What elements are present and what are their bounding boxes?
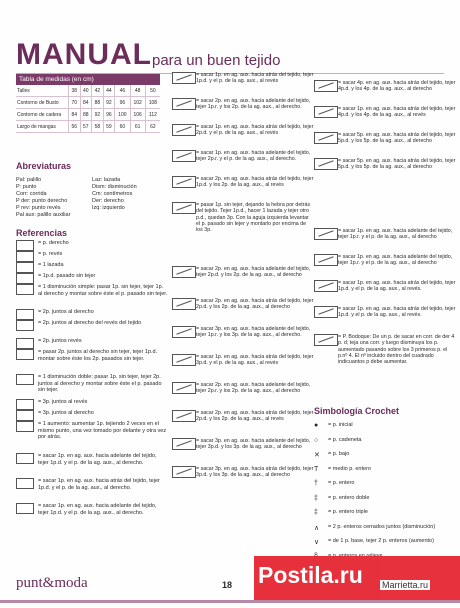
crochet-symbol-icon: † bbox=[314, 480, 318, 487]
crochet-symbol-icon: ○ bbox=[314, 436, 319, 444]
stitch-symbol-icon bbox=[16, 399, 34, 410]
cable-symbol-description: = pasar 1p. sin tejer, dejando la hebra por detrás del tejido. Tejer 1p.d., hacer 1 lazada y tejer otro p.d., quedan 3p. Con la aguja izquierda levantar el p. pasado sin tejer y montarlo por encima de los 3p. bbox=[196, 202, 311, 234]
cable-symbol-description: = sacar 2p. en ag. aux. hacia atrás del tejido, tejer 2p.d. y los 2p. de la ag. aux., al derecho bbox=[196, 298, 314, 311]
size-table-cell: 62 bbox=[145, 121, 160, 133]
cable-symbol-icon bbox=[314, 158, 338, 170]
cable-symbol-description: = sacar 4p. en ag. aux. hacia atrás del tejido, tejer 4p.d. y los 4p. de la ag. aux., al derecho bbox=[338, 80, 456, 93]
reference-item: = 2p. juntos revés bbox=[38, 338, 82, 344]
abbreviation-item: P: punto bbox=[16, 184, 37, 190]
cable-symbol-description: = sacar 5p. en ag. aux. hacia atrás del tejido, tejer 5p.d. y los 5p. de la ag. aux., al derecho bbox=[338, 158, 456, 171]
stitch-symbol-icon bbox=[16, 453, 34, 464]
size-table-cell: 44 bbox=[103, 85, 115, 97]
size-table-row bbox=[16, 97, 160, 109]
cable-symbol-icon bbox=[314, 106, 338, 118]
size-table-cell: 92 bbox=[103, 97, 115, 109]
crochet-symbol-icon: ∧ bbox=[314, 524, 320, 532]
size-table-cell: 84 bbox=[80, 97, 92, 109]
size-table-cell: 50 bbox=[145, 85, 160, 97]
stitch-symbol-icon bbox=[16, 309, 34, 320]
size-table-row bbox=[16, 109, 160, 121]
footer-divider bbox=[0, 600, 460, 603]
size-table-cell: 70 bbox=[69, 97, 81, 109]
reference-item: = sacar 1p. en ag. aux. hacia atrás del tejido, tejer 1p.d. y el p. de la ag. aux., al derecho. bbox=[38, 478, 160, 491]
size-table-cell: 60 bbox=[115, 121, 130, 133]
references-heading: Referencias bbox=[16, 228, 68, 238]
stitch-symbol-icon bbox=[16, 421, 34, 432]
size-table-cell: 92 bbox=[92, 109, 104, 121]
size-table-cell: 106 bbox=[130, 109, 145, 121]
abbreviation-item: P der: punto derecho bbox=[16, 198, 68, 204]
size-table-row-label: Contorno de Busto bbox=[16, 97, 69, 109]
cable-symbol-icon bbox=[314, 334, 338, 346]
cable-symbol-description: = sacar 2p. en ag. aux. hacia atrás del tejido, tejer 1p.d. y los 2p. de la ag. aux., al revés bbox=[196, 176, 314, 189]
watermark-banner bbox=[254, 556, 460, 602]
cable-symbol-description: = sacar 1p. en ag. aux. hacia atrás del tejido, tejer 3p.d. y el p. de la ag. aux., al revés bbox=[196, 354, 314, 367]
size-table-cell: 102 bbox=[130, 97, 145, 109]
abbreviations-left bbox=[16, 177, 70, 219]
stitch-symbol-icon bbox=[16, 349, 34, 360]
abbreviation-item: Corr: corrida bbox=[16, 191, 47, 197]
stitch-symbol-icon bbox=[16, 262, 34, 273]
cable-symbol-icon bbox=[172, 124, 196, 136]
cable-symbol-icon bbox=[314, 80, 338, 92]
crochet-item: = p. inicial bbox=[328, 422, 353, 428]
size-table-cell: 38 bbox=[69, 85, 81, 97]
size-table bbox=[16, 74, 160, 133]
cable-symbol-description: = sacar 2p. en ag. aux. hacia atrás del tejido, tejer 2p.d. y los 2p. de la ag. aux., al revés bbox=[196, 410, 314, 423]
size-table-row-label: Contorno de cadera bbox=[16, 109, 69, 121]
stitch-symbol-icon bbox=[16, 410, 34, 421]
size-table-cell: 57 bbox=[80, 121, 92, 133]
abbreviation-item: Dism: disminución bbox=[92, 184, 137, 190]
cable-symbol-description: = sacar 5p. en ag. aux. hacia atrás del tejido, tejer 5p.d. y los 5p. de la ag. aux., al derecho bbox=[338, 132, 456, 145]
size-table-cell: 108 bbox=[145, 97, 160, 109]
cable-symbol-icon bbox=[172, 72, 196, 84]
reference-item: = 3p. juntos al revés bbox=[38, 399, 88, 405]
size-table-cell: 58 bbox=[92, 121, 104, 133]
crochet-section bbox=[314, 406, 446, 546]
reference-item: = p. derecho bbox=[38, 240, 69, 246]
abbreviation-item: Laz: lazada bbox=[92, 177, 121, 183]
crochet-symbol-icon: ✕ bbox=[314, 452, 320, 459]
cable-symbol-description: = sacar 1p. en ag. aux. hacia atrás del tejido, tejer 2p.d. y el p. de la ag. aux., al revés bbox=[196, 124, 314, 137]
reference-item: = 1p.d. pasado sin tejer bbox=[38, 273, 96, 279]
size-table-row bbox=[16, 85, 160, 97]
size-table-cell: 48 bbox=[130, 85, 145, 97]
cable-symbol-description: = sacar 1p. en ag. aux. hacia atrás del tejido, tejer 4p.d. y los 4p. de la ag. aux., al revés bbox=[338, 106, 456, 119]
stitch-symbol-icon bbox=[16, 503, 34, 514]
stitch-symbol-icon bbox=[16, 240, 34, 251]
crochet-item: = p. entero doble bbox=[328, 494, 370, 501]
cable-symbol-description: = sacar 3p. en ag. aux. hacia adelante del tejido, tejer 1p.r. y los 3p. de la ag. aux., al derecho. bbox=[196, 326, 311, 339]
size-table-row-label: Talles bbox=[16, 85, 69, 97]
abbreviations-heading: Abreviaturas bbox=[16, 161, 72, 171]
crochet-item: = 2 p. enteros cerrados juntos (disminución) bbox=[328, 523, 436, 530]
stitch-symbol-icon bbox=[16, 478, 34, 489]
size-table-row-label: Largo de mangas bbox=[16, 121, 69, 133]
watermark-site: Marrietta.ru bbox=[382, 580, 429, 590]
size-table-cell: 112 bbox=[145, 109, 160, 121]
cable-symbol-icon bbox=[172, 266, 196, 278]
size-table-cell: 46 bbox=[115, 85, 130, 97]
crochet-symbol-icon: ‡ bbox=[314, 509, 318, 516]
size-table-cell: 56 bbox=[69, 121, 81, 133]
abbreviation-item: Pal aux: palillo auxiliar bbox=[16, 212, 71, 218]
crochet-item: = p. entero bbox=[328, 480, 355, 486]
reference-item: = 2p. juntos al derecho del revés del tejido bbox=[38, 320, 142, 326]
reference-item: = 1 lazada bbox=[38, 262, 64, 268]
size-table-cell: 88 bbox=[92, 97, 104, 109]
cable-symbol-icon bbox=[314, 280, 338, 292]
cable-symbol-description: = sacar 1p. en ag. aux. hacia atrás del tejido, tejer 1p.d. y el p. de la ag. aux., al revés bbox=[196, 72, 314, 85]
reference-item: = 1 disminución doble: pasar 1p. sin tejer, tejer 2p. juntos al derecho y montar sobre éste el p. pasado sin tejer. bbox=[38, 374, 162, 393]
cable-symbol-description: = sacar 2p. en ag. aux. hacia adelante del tejido, tejer 1p.r. y los 2p. de la ag. aux., al derecho. bbox=[196, 98, 311, 111]
crochet-heading: Simbología Crochet bbox=[314, 406, 400, 416]
cable-symbol-icon bbox=[314, 132, 338, 144]
crochet-item: = p. cadeneta bbox=[328, 436, 362, 443]
crochet-symbol-icon: ‡ bbox=[314, 494, 318, 502]
page-subtitle: para un buen tejido bbox=[152, 52, 281, 69]
abbreviation-item: Cm: centímetros bbox=[92, 191, 133, 197]
abbreviations-right bbox=[92, 177, 137, 212]
cable-symbol-description: = P. Bodoque: De un p. de sacar en corr. de der 4 p. d; teja una corr. y luego disminuya los p. aumentado pasando sobre los 3 primeros p. el p.nº 4. El nº incluido dentro del cuadrado indicuantos p debe aumentar. bbox=[338, 334, 455, 366]
cable-symbol-icon bbox=[172, 202, 196, 214]
cable-symbol-icon bbox=[172, 150, 196, 162]
size-table-cell: 59 bbox=[103, 121, 115, 133]
cable-symbol-description: = sacar 3p. en ag. aux. hacia adelante del tejido, tejer 3p.d. y los 3p. de la ag. aux., al derecho bbox=[196, 438, 311, 451]
size-table-cell: 84 bbox=[69, 109, 81, 121]
cable-symbol-description: = sacar 3p. en ag. aux. hacia atrás del tejido, tejer 3p.d. y los 3p. de la ag. aux., al derecho bbox=[196, 466, 314, 479]
size-table-cell: 88 bbox=[80, 109, 92, 121]
crochet-item: = medio p. entero bbox=[328, 465, 371, 472]
reference-item: = sacar 1p. en ag. aux. hacia adelante del tejido, tejer 1p.d. y el p. de la ag. aux., al derecho. bbox=[38, 453, 157, 466]
cable-symbol-icon bbox=[172, 326, 196, 338]
abbreviation-item: Der: derecho bbox=[92, 198, 124, 204]
cable-symbol-description: = sacar 1p. en ag. aux. hacia atrás del tejido, tejer 1p.d. y el p. de la ag. aux., al revés. bbox=[338, 280, 456, 293]
size-table-cell: 61 bbox=[130, 121, 145, 133]
cable-symbol-description: = sacar 2p. en ag. aux. hacia adelante del tejido, tejer 2p.d. y los 2p. de la ag. aux., al derecho bbox=[196, 266, 311, 279]
size-table-cell: 96 bbox=[103, 109, 115, 121]
cable-symbol-description: = sacar 1p. en ag. aux. hacia atrás del tejido, tejer 1p.d. y el p. de la ag. aux., al revés. bbox=[338, 306, 456, 319]
size-table-cell: 42 bbox=[92, 85, 104, 97]
cable-symbol-description: = sacar 1p. en ag. aux. hacia adelante del tejido, tejer 2p.r. y el p. de la ag. aux., al derecho. bbox=[196, 150, 311, 163]
stitch-symbol-icon bbox=[16, 273, 34, 284]
stitch-symbol-icon bbox=[16, 284, 34, 295]
crochet-symbol-icon: ● bbox=[314, 422, 319, 429]
stitch-symbol-icon bbox=[16, 251, 34, 262]
cable-symbol-description: = sacar 1p. en ag. aux. hacia adelante del tejido, tejer 1p.r. y el p. de la ag. aux., al derecho bbox=[338, 228, 453, 241]
reference-item: = 1 aumento: aumentar 1p. tejiendo 2 veces en el mismo punto, una vez tomado por delante y otra vez por atrás. bbox=[38, 421, 167, 440]
size-table-cell: 100 bbox=[115, 109, 130, 121]
reference-item: = sacar 1p. en ag. aux. hacia adelante del tejido, tejer 1p.d. y el p. de la ag. aux., al derecho. bbox=[38, 503, 157, 516]
abbreviation-item: Pal: palillo bbox=[16, 177, 42, 183]
crochet-symbol-icon: T bbox=[314, 465, 319, 473]
cable-symbol-icon bbox=[314, 228, 338, 240]
stitch-symbol-icon bbox=[16, 320, 34, 331]
watermark-text: Postila.ru bbox=[258, 562, 363, 588]
cable-symbol-description: = sacar 1p. en ag. aux. hacia adelante del tejido, tejer 1p.r. y el p. de la ag. aux., al derecho bbox=[338, 254, 453, 267]
cable-symbol-icon bbox=[172, 382, 196, 394]
size-table-heading: Tabla de medidas (en cm) bbox=[16, 74, 160, 85]
reference-item: = 2p. juntos al derecho bbox=[38, 309, 94, 315]
reference-item: = 1 disminución simple: pasar 1p. sin tejer, tejer 1p. al derecho y montar sobre éste el p. pasado sin tejer. bbox=[38, 284, 168, 297]
size-table-row bbox=[16, 121, 160, 133]
size-table-cell: 40 bbox=[80, 85, 92, 97]
cable-symbol-icon bbox=[314, 254, 338, 266]
reference-item: = 3p. juntos al derecho bbox=[38, 410, 94, 416]
reference-item: = pasar 2p. juntos al derecho sin tejer, tejer 1p.d. montar sobre éste los 2p. pasados sin tejer. bbox=[38, 349, 158, 362]
size-table-cell: 96 bbox=[115, 97, 130, 109]
cable-symbol-icon bbox=[314, 306, 338, 318]
crochet-item: = de 1 p. base, tejer 2 p. enteros (aumento) bbox=[328, 538, 434, 544]
reference-item: = p. revés bbox=[38, 251, 63, 257]
cable-symbol-description: = sacar 2p. en ag. aux. hacia adelante del tejido, tejer 2p.r. y los 2p. de la ag. aux., al derecho bbox=[196, 382, 311, 395]
cable-symbol-icon bbox=[172, 98, 196, 110]
cable-symbol-icon bbox=[172, 354, 196, 366]
abbreviation-item: Izq: izquierdo bbox=[92, 205, 125, 211]
stitch-symbol-icon bbox=[16, 338, 34, 349]
crochet-symbol-icon: ∨ bbox=[314, 539, 320, 546]
abbreviation-item: P rev: punto revés bbox=[16, 205, 61, 211]
page-title: MANUAL bbox=[16, 38, 152, 71]
cable-symbol-icon bbox=[172, 298, 196, 310]
cable-symbol-icon bbox=[172, 438, 196, 450]
cable-symbol-icon bbox=[172, 176, 196, 188]
stitch-symbol-icon bbox=[16, 374, 34, 385]
cable-symbol-icon bbox=[172, 410, 196, 422]
crochet-item: = p. bajo bbox=[328, 451, 350, 457]
brand-logo: punt&moda bbox=[16, 575, 88, 591]
page-number: 18 bbox=[222, 580, 233, 590]
cable-symbol-icon bbox=[172, 466, 196, 478]
crochet-item: = p. entero triple bbox=[328, 509, 368, 515]
